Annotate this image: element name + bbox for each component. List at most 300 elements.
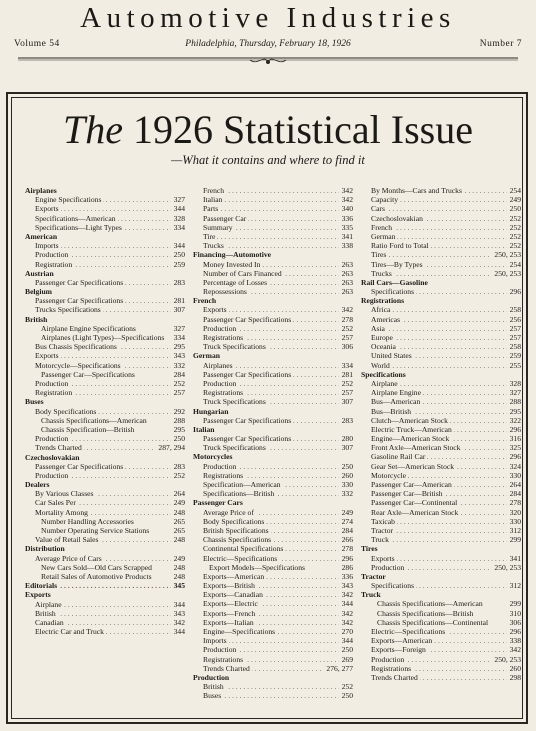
index-entry-label: Passenger Car [203, 213, 247, 223]
index-page-number: 250, 253 [491, 563, 521, 572]
index-heading [193, 425, 353, 434]
index-page-number: 257 [507, 324, 521, 333]
index-entry-label: French [203, 186, 225, 195]
index-entry [361, 361, 521, 370]
index-entry [193, 645, 353, 654]
index-entry [193, 434, 353, 443]
index-page-number: 252 [507, 223, 521, 232]
index-page-number: 327 [507, 388, 521, 397]
index-page-number: 263 [339, 278, 353, 287]
index-page-number: 344 [171, 627, 185, 636]
index-entry-label: Passenger Car—Continental [371, 498, 458, 508]
index-entry [25, 250, 185, 259]
index-entry [361, 269, 521, 278]
index-entry [361, 508, 521, 517]
index-entry-label: Truck [371, 535, 389, 545]
index-page-number: 312 [507, 526, 521, 535]
index-entry-label: By Months—Cars and Trucks [371, 186, 462, 195]
index-entry [193, 232, 353, 241]
index-entry-label: Belgium [25, 287, 53, 297]
index-entry-label: British [203, 682, 224, 692]
index-entry [193, 636, 353, 645]
index-entry-label: Parts [203, 204, 219, 214]
index-entry-label: Bus—British [371, 406, 412, 416]
index-entry [25, 324, 185, 333]
index-page-number: 257 [339, 333, 353, 342]
index-entry-label: Exports—Canadian [203, 590, 263, 600]
index-entry [193, 581, 353, 590]
index-entry [25, 563, 185, 572]
index-entry [193, 471, 353, 480]
index-entry [25, 627, 185, 636]
index-page-number: 296 [339, 554, 353, 563]
index-entry [361, 517, 521, 526]
index-entry [25, 517, 185, 526]
index-entry-label: Dealers [25, 480, 50, 490]
index-page-number: 252 [171, 471, 185, 480]
index-entry-label: Truck [361, 590, 381, 600]
index-entry [361, 618, 521, 627]
index-page-number: 248 [171, 535, 185, 544]
index-entry [25, 554, 185, 563]
index-entry-label: Specifications—Light Types [35, 222, 122, 232]
index-page-number: 336 [339, 572, 353, 581]
index-page-number: 249 [507, 195, 521, 204]
index-page-number: 344 [171, 241, 185, 250]
index-page-number: 250, 253 [491, 250, 521, 259]
index-entry-label: Airplane [371, 378, 398, 388]
index-page-number: 252 [507, 214, 521, 223]
index-entry-label: Rail Cars—Gasoline [361, 277, 428, 287]
index-page-number: 327 [171, 324, 185, 333]
index-page-number: 248 [171, 563, 185, 572]
index-entry-label: Production [371, 562, 405, 572]
index-entry-label: Number Operating Service Stations [41, 526, 150, 536]
index-entry [25, 508, 185, 517]
index-entry-label: Chassis Specifications—Continental [377, 617, 489, 627]
issue-number: Number 7 [479, 39, 522, 49]
index-heading [361, 296, 521, 305]
index-page-number: 278 [339, 544, 353, 553]
index-entry [193, 379, 353, 388]
index-entry-label: Body Specifications [203, 516, 265, 526]
index-page-number: 258 [507, 305, 521, 314]
index-page-number: 264 [171, 489, 185, 498]
index-entry [361, 397, 521, 406]
index-entry-label: Specifications—American [35, 213, 116, 223]
index-entry-label: Tire [203, 231, 216, 241]
index-entry-label: Editorials [25, 581, 58, 591]
index-page-number: 342 [171, 618, 185, 627]
index-entry-label: Truck Specifications [203, 342, 266, 352]
index-page-number: 344 [171, 204, 185, 213]
index-entry-label: Registrations [361, 296, 405, 306]
index-entry-label: Exports—American [203, 571, 265, 581]
index-page-number: 338 [339, 241, 353, 250]
index-entry [361, 204, 521, 213]
index-heading [25, 590, 185, 599]
index-entry-label: Body Specifications [35, 406, 97, 416]
index-entry-label: Production [203, 461, 237, 471]
index-entry-label: Motorcycle—Specifications [35, 360, 121, 370]
index-entry-label: British [25, 314, 48, 324]
index-page-number: 342 [339, 618, 353, 627]
index-entry [193, 443, 353, 452]
index-page-number: 280 [339, 434, 353, 443]
index-page-number: 284 [339, 526, 353, 535]
index-page-number: 299 [507, 535, 521, 544]
index-entry-label: Registrations [203, 333, 244, 342]
index-entry [193, 554, 353, 563]
index-entry-label: Trucks [203, 241, 224, 251]
index-entry-label: Production [203, 323, 237, 333]
index-entry-label: Chassis Specifications—British [377, 608, 474, 618]
index-entry [25, 296, 185, 305]
index-page-number: 342 [339, 195, 353, 204]
issue-title-main: 1926 Statistical Issue [133, 107, 473, 152]
index-entry-label: Ratio Ford to Total [371, 241, 429, 251]
index-entry [361, 443, 521, 452]
index-entry [361, 434, 521, 443]
index-entry-label: Electric Car and Truck [35, 627, 104, 637]
index-page-number: 344 [339, 599, 353, 608]
index-heading [25, 269, 185, 278]
index-entry-label: Registrations [203, 654, 244, 664]
index-entry [361, 260, 521, 269]
index-page-number: 334 [171, 223, 185, 232]
index-entry-label: Exports—Electric [203, 599, 258, 609]
index-entry-label: Passenger Car Specifications [35, 461, 124, 471]
index-entry-label: Clutch—American Stock [371, 415, 448, 425]
index-entry-label: Airplane Engine Specifications [41, 323, 136, 333]
index-page-number: 296 [507, 627, 521, 636]
index-page-number: 283 [171, 278, 185, 287]
index-entry-label: Passenger Car—American [371, 480, 452, 489]
index-entry [25, 370, 185, 379]
index-page-number: 345 [171, 581, 185, 590]
index-entry-label: Truck Specifications [203, 443, 266, 453]
issue-title [0, 108, 536, 152]
index-entry-label: Czechoslovakian [371, 213, 423, 223]
index-entry [361, 241, 521, 250]
index-entry-label: Airplanes [25, 186, 57, 195]
index-page-number: 307 [171, 305, 185, 314]
index-entry-label: Passenger Car Specifications [35, 296, 124, 306]
index-entry-label: Americas [371, 314, 401, 324]
index-entry [361, 232, 521, 241]
index-heading [25, 480, 185, 489]
index-entry [361, 664, 521, 673]
index-entry [193, 682, 353, 691]
index-page-number: 265 [171, 526, 185, 535]
index-entry [193, 214, 353, 223]
index-page-number: 306 [339, 342, 353, 351]
index-heading [25, 453, 185, 462]
index-entry [25, 489, 185, 498]
masthead-ornament-rule [18, 56, 518, 66]
index-entry-label: Production [203, 645, 237, 655]
index-entry [361, 535, 521, 544]
index-heading [193, 296, 353, 305]
index-entry-label: Austrian [25, 268, 54, 278]
index-entry-label: Truck Specifications [203, 397, 266, 407]
index-page-number: 343 [171, 609, 185, 618]
index-page-number: 250 [339, 462, 353, 471]
index-entry [193, 618, 353, 627]
index-page-number: 260 [507, 664, 521, 673]
index-entry [361, 305, 521, 314]
index-entry-label: Motorcycle [371, 470, 407, 480]
index-entry-label: Tires [371, 250, 387, 260]
index-entry [361, 498, 521, 507]
index-entry [25, 535, 185, 544]
index-entry-label: Gasoline Rail Car [371, 452, 426, 462]
index-page-number: 284 [171, 370, 185, 379]
index-entry [361, 636, 521, 645]
index-entry-label: German [371, 231, 396, 241]
index-entry [193, 397, 353, 406]
index-page-number: 286 [339, 563, 353, 572]
index-entry [361, 195, 521, 204]
index-page-number: 258 [507, 342, 521, 351]
index-page-number: 281 [339, 370, 353, 379]
index-entry [25, 443, 185, 452]
index-entry [25, 425, 185, 434]
index-entry-label: Registration [35, 259, 73, 269]
index-entry [193, 342, 353, 351]
index-entry-label: Car Sales Per [35, 498, 76, 508]
index-entry [361, 645, 521, 654]
index-page-number: 292 [171, 407, 185, 416]
index-page-number: 342 [339, 590, 353, 599]
index-entry-label: Money Invested In [203, 259, 261, 269]
issue-subtitle: —What it contains and where to find it [171, 153, 365, 167]
index-entry [193, 370, 353, 379]
index-entry-label: Exports [35, 204, 59, 214]
index-entry [25, 223, 185, 232]
index-column-1 [25, 186, 185, 636]
index-page-number: 250 [171, 434, 185, 443]
index-entry-label: Motorcycles [193, 452, 233, 462]
index-entry-label: Export Models—Specifications [209, 562, 305, 572]
index-heading [193, 673, 353, 682]
index-page-number: 283 [339, 416, 353, 425]
index-entry [361, 581, 521, 590]
index-entry-label: Imports [203, 636, 227, 646]
index-entry-label: Production [35, 378, 69, 388]
index-entry-label: Percentage of Losses [203, 277, 268, 287]
index-page-number: 256 [507, 315, 521, 324]
index-heading [25, 581, 185, 590]
index-entry [25, 498, 185, 507]
index-heading [361, 370, 521, 379]
index-entry [25, 618, 185, 627]
index-entry [361, 379, 521, 388]
index-page-number: 342 [507, 645, 521, 654]
index-page-number: 312 [507, 581, 521, 590]
index-entry-label: Asia [371, 323, 385, 333]
index-entry-label: Mortality Among [35, 507, 88, 517]
index-entry-label: Exports—French [203, 608, 256, 618]
index-entry [193, 260, 353, 269]
dateline: Philadelphia, Thursday, February 18, 1926 [185, 39, 351, 49]
index-entry [193, 609, 353, 618]
index-page-number: 257 [507, 333, 521, 342]
index-entry [361, 673, 521, 682]
index-entry [361, 186, 521, 195]
index-entry-label: Electric Truck—American [371, 424, 452, 434]
index-entry-label: Registrations [203, 470, 244, 480]
index-page-number: 341 [507, 554, 521, 563]
index-entry-label: Passenger Car—Specifications [41, 369, 135, 379]
index-page-number: 336 [339, 214, 353, 223]
index-heading [25, 544, 185, 553]
index-entry [193, 269, 353, 278]
index-entry [25, 241, 185, 250]
index-entry [25, 609, 185, 618]
index-column-3 [361, 186, 521, 682]
index-page-number: 259 [507, 351, 521, 360]
index-page-number: 266 [339, 535, 353, 544]
index-entry [25, 361, 185, 370]
index-page-number: 320 [507, 508, 521, 517]
index-entry [361, 388, 521, 397]
index-entry-label: Retail Sales of Automotive Products [41, 572, 152, 581]
index-page-number: 252 [339, 324, 353, 333]
index-entry-label: Africa [371, 305, 391, 315]
index-entry-label: Number of Cars Financed [203, 268, 282, 278]
index-entry [193, 563, 353, 572]
index-entry-label: Italian [193, 424, 215, 434]
index-entry [361, 407, 521, 416]
index-page-number: 250 [507, 204, 521, 213]
index-entry-label: Distribution [25, 544, 65, 554]
index-entry [25, 572, 185, 581]
index-page-number: 330 [507, 517, 521, 526]
index-entry-label: Trucks [371, 268, 392, 278]
index-entry-label: Passenger Car Specifications [203, 369, 292, 379]
index-entry [25, 204, 185, 213]
index-entry [361, 471, 521, 480]
index-page-number: 250 [171, 250, 185, 259]
index-entry-label: French [371, 222, 393, 232]
index-entry-label: Value of Retail Sales [35, 535, 99, 545]
index-entry-label: Engine—American Stock [371, 434, 450, 444]
index-entry [361, 287, 521, 296]
index-page-number: 295 [171, 425, 185, 434]
index-entry-label: Summary [203, 222, 233, 232]
index-entry-label: Specifications [371, 287, 415, 297]
index-entry-label: Financing—Automotive [193, 250, 272, 260]
index-entry-label: Tractor [371, 525, 394, 535]
index-entry-label: Europe [371, 333, 393, 342]
index-entry [25, 471, 185, 480]
index-page-number: 307 [339, 397, 353, 406]
index-entry [193, 241, 353, 250]
index-entry [25, 351, 185, 360]
index-page-number: 252 [339, 682, 353, 691]
index-entry [193, 489, 353, 498]
index-entry [193, 305, 353, 314]
index-heading [193, 407, 353, 416]
index-entry-label: Production [371, 654, 405, 664]
index-page-number: 248 [171, 508, 185, 517]
index-page-number: 257 [171, 388, 185, 397]
index-entry [361, 342, 521, 351]
index-entry [193, 535, 353, 544]
index-entry-label: Continental Specifications [203, 544, 284, 554]
index-entry-label: Tires [361, 544, 378, 554]
index-entry [25, 214, 185, 223]
index-entry-label: Exports [25, 590, 51, 600]
masthead [0, 0, 536, 92]
index-entry [193, 691, 353, 700]
index-entry [361, 599, 521, 608]
index-entry-label: Average Price of [203, 507, 254, 517]
index-entry [193, 416, 353, 425]
index-entry-label: Airplanes (Light Types)—Specifications [41, 333, 165, 343]
index-page-number: 330 [339, 480, 353, 489]
index-entry [361, 315, 521, 324]
index-entry-label: Chassis Specifications—American [377, 599, 483, 609]
index-entry-label: Exports [371, 553, 395, 563]
index-entry [193, 204, 353, 213]
index-entry [193, 315, 353, 324]
index-entry-label: Front Axle—American Stock [371, 443, 461, 453]
index-page-number: 287, 294 [155, 443, 185, 452]
index-page-number: 307 [339, 443, 353, 452]
index-page-number: 254 [507, 186, 521, 195]
index-entry-label: Exports—British [203, 581, 255, 591]
index-page-number: 306 [507, 618, 521, 627]
index-page-number: 283 [171, 462, 185, 471]
index-entry-label: Production [35, 470, 69, 480]
index-entry [361, 627, 521, 636]
index-entry [361, 214, 521, 223]
index-page-number: 270 [339, 627, 353, 636]
index-page-number: 343 [339, 581, 353, 590]
index-entry [25, 388, 185, 397]
index-entry-label: German [193, 351, 220, 361]
index-entry [25, 195, 185, 204]
index-page-number: 250 [339, 691, 353, 700]
index-heading [193, 452, 353, 461]
index-entry-label: Production [203, 378, 237, 388]
index-entry [25, 526, 185, 535]
index-entry-label: Engine Specifications [35, 195, 102, 205]
index-heading [361, 572, 521, 581]
index-heading [361, 544, 521, 553]
index-entry [361, 250, 521, 259]
index-page-number: 299 [507, 599, 521, 608]
index-page-number: 343 [171, 351, 185, 360]
index-entry [25, 342, 185, 351]
index-entry [193, 195, 353, 204]
index-entry [193, 361, 353, 370]
index-entry [193, 664, 353, 673]
index-entry-label: British Specifications [203, 525, 269, 535]
index-entry-label: Electric—Specifications [203, 553, 278, 563]
index-entry [361, 351, 521, 360]
volume-label: Volume 54 [14, 39, 60, 49]
index-entry-label: Trends Charted [371, 672, 418, 682]
index-page-number: 342 [339, 609, 353, 618]
index-page-number: 249 [339, 508, 353, 517]
index-entry-label: Exports—American [371, 636, 433, 646]
index-page-number: 278 [339, 315, 353, 324]
index-entry [193, 462, 353, 471]
index-entry-label: Production [35, 434, 69, 444]
